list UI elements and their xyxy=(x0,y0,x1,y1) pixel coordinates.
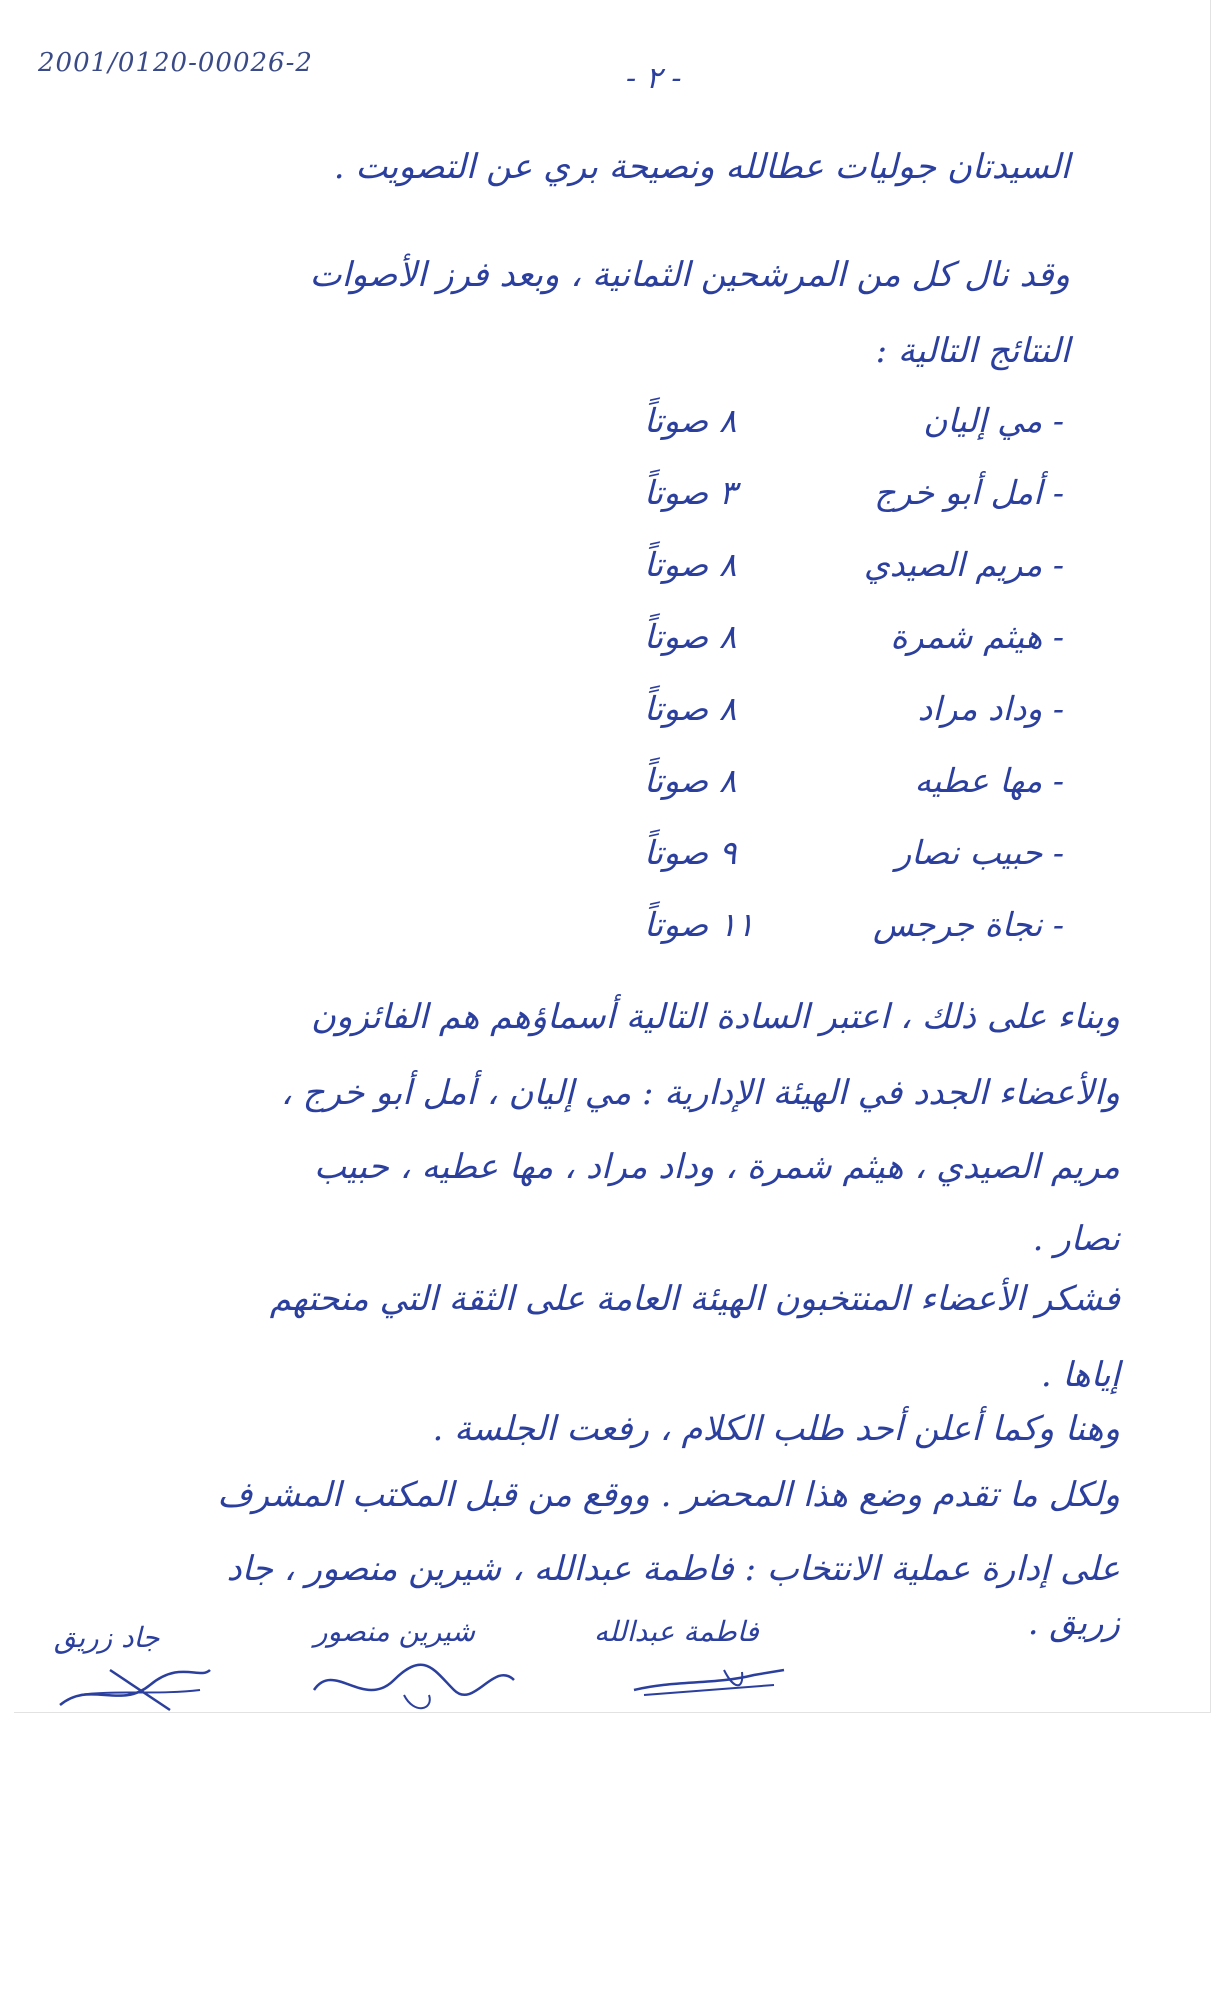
result-item xyxy=(644,905,1064,944)
conclusion-line: ولكل ما تقدم وضع هذا المحضر . ووقع من قبل المكتب المشرف xyxy=(217,1475,1120,1515)
result-votes: ٨ صوتاً xyxy=(644,617,737,656)
result-name: - حبيب نصار xyxy=(895,833,1064,872)
conclusion-line: نصار . xyxy=(1032,1219,1120,1259)
result-name: - أمل أبو خرج xyxy=(874,473,1064,512)
result-name: - مها عطيه xyxy=(914,761,1064,800)
result-item xyxy=(644,473,1064,512)
result-item xyxy=(644,401,1064,440)
result-votes: ٨ صوتاً xyxy=(644,401,737,440)
signatory-name: فاطمة عبدالله xyxy=(594,1615,759,1648)
candidates-line: السيدتان جوليات عطالله ونصيحة بري عن التصويت . xyxy=(333,147,1070,187)
conclusion-line: وبناء على ذلك ، اعتبر السادة التالية أسماؤهم هم الفائزون xyxy=(311,997,1120,1037)
conclusion-line: والأعضاء الجدد في الهيئة الإدارية : مي إليان ، أمل أبو خرج ، xyxy=(280,1073,1120,1113)
result-item xyxy=(644,689,1064,728)
result-name: - مي إليان xyxy=(923,401,1064,440)
page-number: - ٢ - xyxy=(626,61,682,96)
result-votes: ١١ صوتاً xyxy=(644,905,755,944)
result-item xyxy=(644,617,1064,656)
reference-number: 2001/0120-00026-2 xyxy=(38,48,313,78)
signature-shirin-mansour xyxy=(304,1650,524,1720)
result-votes: ٣ صوتاً xyxy=(644,473,737,512)
result-name: - نجاة جرجس xyxy=(872,905,1064,944)
results-intro-line-2: النتائج التالية : xyxy=(875,331,1070,371)
signatory-name: شيرين منصور xyxy=(314,1615,476,1648)
result-name: - وداد مراد xyxy=(917,689,1064,728)
result-name: - مريم الصيدي xyxy=(863,545,1064,584)
conclusion-line: إياها . xyxy=(1040,1355,1120,1395)
conclusion-line: مريم الصيدي ، هيثم شمرة ، وداد مراد ، مها عطيه ، حبيب xyxy=(314,1147,1120,1187)
document-page xyxy=(14,0,1211,1713)
result-item xyxy=(644,761,1064,800)
signature-fatima-abdallah xyxy=(624,1660,794,1710)
result-votes: ٨ صوتاً xyxy=(644,761,737,800)
result-votes: ٨ صوتاً xyxy=(644,545,737,584)
result-votes: ٩ صوتاً xyxy=(644,833,737,872)
conclusion-line: فشكر الأعضاء المنتخبون الهيئة العامة على الثقة التي منحتهم xyxy=(269,1279,1120,1319)
result-item xyxy=(644,545,1064,584)
conclusion-line: على إدارة عملية الانتخاب : فاطمة عبدالله ، شيرين منصور ، جاد xyxy=(226,1549,1120,1589)
signatory-name: جاد زريق xyxy=(54,1621,160,1654)
results-intro-line-1: وقد نال كل من المرشحين الثمانية ، وبعد فرز الأصوات xyxy=(309,255,1070,295)
conclusion-line: وهنا وكما أعلن أحد طلب الكلام ، رفعت الجلسة . xyxy=(432,1409,1120,1449)
result-item xyxy=(644,833,1064,872)
conclusion-line: زريق . xyxy=(1027,1603,1120,1643)
result-votes: ٨ صوتاً xyxy=(644,689,737,728)
result-name: - هيثم شمرة xyxy=(890,617,1064,656)
signature-jad-zreik xyxy=(50,1650,220,1720)
